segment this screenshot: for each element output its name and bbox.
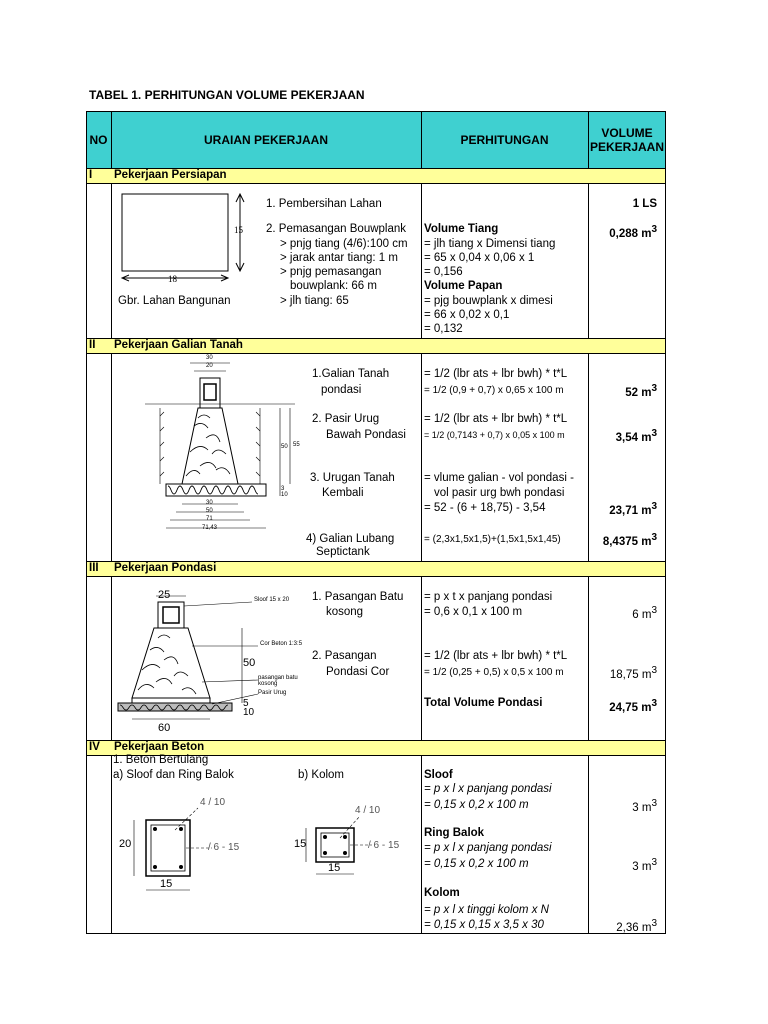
page-title: TABEL 1. PERHITUNGAN VOLUME PEKERJAAN: [89, 88, 365, 102]
s1-calc-8: = 0,132: [424, 323, 463, 335]
s3-item-3: 2. Pasangan: [312, 650, 377, 662]
s2-vol-1: 52 $m^3$: [625, 383, 657, 399]
s1-item-2: 2. Pemasangan Bouwplank: [266, 223, 407, 235]
section-name-1: Pekerjaan Persiapan: [114, 169, 227, 181]
galian-dim-71: 71: [206, 516, 213, 522]
header-uraian: URAIAN PEKERJAAN: [203, 132, 328, 147]
s3-vol-1: 6 $m^3$: [632, 605, 657, 621]
s2-vol-4: 8,4375 $m^3$: [602, 532, 657, 548]
s4-vol-3: 2,36 $m^3$: [616, 918, 657, 934]
s3-calc-2: = 0,6 x 0,1 x 100 m: [424, 606, 523, 618]
galian-drawing: [140, 356, 300, 541]
s2-item-6: Kembali: [322, 487, 364, 499]
s2-item-5: 3. Urugan Tanah: [310, 472, 395, 484]
kolom-dim-15v: 15: [294, 838, 307, 850]
s4-calc-5: = p x l x panjang pondasi: [424, 842, 552, 854]
s1-item-1: 1. Pembersihan Lahan: [266, 198, 382, 210]
s1-calc-5: Volume Papan: [424, 280, 503, 292]
s3-calc-4: = 1/2 (0,25 + 0,5) x 0,5 x 100 m: [424, 667, 564, 678]
galian-dim-10: 10: [281, 492, 288, 498]
s4-item-2: a) Sloof dan Ring Balok: [113, 769, 234, 781]
lahan-width-label: 18: [168, 274, 177, 284]
s2-item-8: Septictank: [316, 546, 370, 558]
s1-item-7: > jlh tiang: 65: [280, 295, 349, 307]
galian-dim-30b: 30: [206, 500, 213, 506]
section-no-2: II: [89, 339, 96, 351]
s1-item-5: > pnjg pemasangan: [280, 266, 382, 278]
s4-calc-9: = 0,15 x 0,15 x 3,5 x 30: [424, 919, 544, 931]
s4-item-3: b) Kolom: [298, 769, 345, 781]
s3-vol-3: 24,75 $m^3$: [609, 698, 657, 714]
s2-vol-2: 3,54 $m^3$: [615, 428, 657, 444]
s1-vol-2: 0,288 $m^3$: [609, 224, 657, 240]
s1-calc-3: = 65 x 0,04 x 0,06 x 1: [424, 252, 535, 264]
s3-vol-2: 18,75 $m^3$: [609, 665, 657, 681]
pondasi-kosong-label: kosong: [258, 681, 278, 687]
galian-dim-3: 3: [281, 486, 285, 492]
s3-calc-3: = 1/2 (lbr ats + lbr bwh) * t*L: [424, 650, 568, 662]
s2-calc-7: = 52 - (6 + 18,75) - 3,54: [424, 502, 546, 514]
pondasi-dim-60: 60: [158, 722, 171, 734]
s1-item-4: > jarak antar tiang: 1 m: [280, 252, 398, 264]
s4-calc-1: Sloof: [424, 769, 453, 781]
s2-item-2: pondasi: [321, 384, 362, 396]
pondasi-pasir-label: Pasir Urug: [258, 690, 287, 696]
s2-calc-4: = 1/2 (0,7143 + 0,7) x 0,05 x 100 m: [424, 430, 565, 440]
lahan-height-label: 15: [234, 225, 243, 235]
header-no: NO: [89, 132, 108, 147]
s1-calc-2: = jlh tiang x Dimensi tiang: [424, 238, 556, 250]
sloof-stirrup-label: / 6 - 15: [208, 842, 240, 853]
s3-calc-1: = p x t x panjang pondasi: [424, 591, 553, 603]
galian-dim-30: 30: [206, 355, 213, 361]
s4-calc-4: Ring Balok: [424, 827, 485, 839]
galian-dim-50b: 50: [206, 508, 213, 514]
pondasi-cor-label: Cor Beton 1:3:5: [260, 641, 303, 647]
pondasi-dim-10: 10: [243, 707, 255, 718]
section-no-4: IV: [89, 741, 100, 753]
s3-item-2: kosong: [326, 606, 364, 618]
section-name-2: Pekerjaan Galian Tanah: [114, 339, 243, 351]
s4-item-1: 1. Beton Bertulang: [113, 754, 209, 766]
kolom-stirrup-label: / 6 - 15: [368, 840, 400, 851]
s1-calc-1: Volume Tiang: [424, 223, 499, 235]
s1-vol-1: 1 LS: [632, 198, 657, 210]
s2-item-7: 4) Galian Lubang: [306, 533, 395, 545]
sloof-bar-label: 4 / 10: [200, 797, 226, 808]
pondasi-dim-25: 25: [158, 589, 171, 601]
s3-calc-5: Total Volume Pondasi: [424, 697, 543, 709]
lahan-drawing: [112, 188, 262, 288]
s2-item-1: 1.Galian Tanah: [312, 368, 390, 380]
pondasi-dim-50: 50: [243, 657, 256, 669]
s3-item-4: Pondasi Cor: [326, 666, 390, 678]
lahan-caption: Gbr. Lahan Bangunan: [118, 295, 231, 307]
s2-calc-1: = 1/2 (lbr ats + lbr bwh) * t*L: [424, 368, 568, 380]
s1-item-6: bouwplank: 66 m: [290, 280, 377, 292]
header-volume: VOLUME PEKERJAAN: [590, 125, 665, 154]
s1-calc-7: = 66 x 0,02 x 0,1: [424, 309, 510, 321]
pondasi-batu-label: pasangan batu: [258, 675, 298, 681]
section-no-3: III: [89, 562, 99, 574]
s2-item-4: Bawah Pondasi: [326, 429, 406, 441]
s2-item-3: 2. Pasir Urug: [312, 413, 380, 425]
galian-dim-50v: 50: [281, 444, 288, 450]
section-no-1: I: [89, 169, 93, 181]
kolom-bar-label: 4 / 10: [355, 805, 381, 816]
s2-calc-3: = 1/2 (lbr ats + lbr bwh) * t*L: [424, 413, 568, 425]
s4-vol-1: 3 $m^3$: [632, 798, 657, 814]
pondasi-sloof-label: Sloof 15 x 20: [254, 597, 290, 603]
galian-dim-7143: 71,43: [202, 525, 218, 531]
s4-calc-3: = 0,15 x 0,2 x 100 m: [424, 799, 529, 811]
pondasi-drawing: [112, 586, 302, 736]
header-perhitungan: PERHITUNGAN: [460, 132, 549, 147]
galian-dim-55: 55: [293, 442, 300, 448]
s3-item-1: 1. Pasangan Batu: [312, 591, 404, 603]
s4-calc-2: = p x l x panjang pondasi: [424, 783, 552, 795]
s4-calc-7: Kolom: [424, 887, 460, 899]
section-name-3: Pekerjaan Pondasi: [114, 562, 217, 574]
galian-dim-20: 20: [206, 363, 213, 369]
sloof-dim-20: 20: [119, 838, 132, 850]
s2-calc-6: vol pasir urg bwh pondasi: [434, 487, 565, 499]
sloof-dim-15: 15: [160, 878, 173, 890]
s2-calc-2: = 1/2 (0,9 + 0,7) x 0,65 x 100 m: [424, 385, 564, 396]
s1-calc-6: = pjg bouwplank x dimesi: [424, 295, 553, 307]
s2-calc-8: = (2,3x1,5x1,5)+(1,5x1,5x1,45): [424, 534, 561, 545]
s2-calc-5: = vlume galian - vol pondasi -: [424, 472, 574, 484]
s4-calc-6: = 0,15 x 0,2 x 100 m: [424, 858, 529, 870]
pondasi-dim-5: 5: [243, 698, 249, 709]
s2-vol-3: 23,71 $m^3$: [609, 501, 657, 517]
section-name-4: Pekerjaan Beton: [114, 741, 205, 753]
s4-vol-2: 3 $m^3$: [632, 857, 657, 873]
kolom-dim-15h: 15: [328, 862, 341, 874]
s1-calc-4: = 0,156: [424, 266, 463, 278]
s1-item-3: > pnjg tiang (4/6):100 cm: [280, 238, 408, 250]
s4-calc-8: = p x l x tinggi kolom x N: [424, 904, 549, 916]
